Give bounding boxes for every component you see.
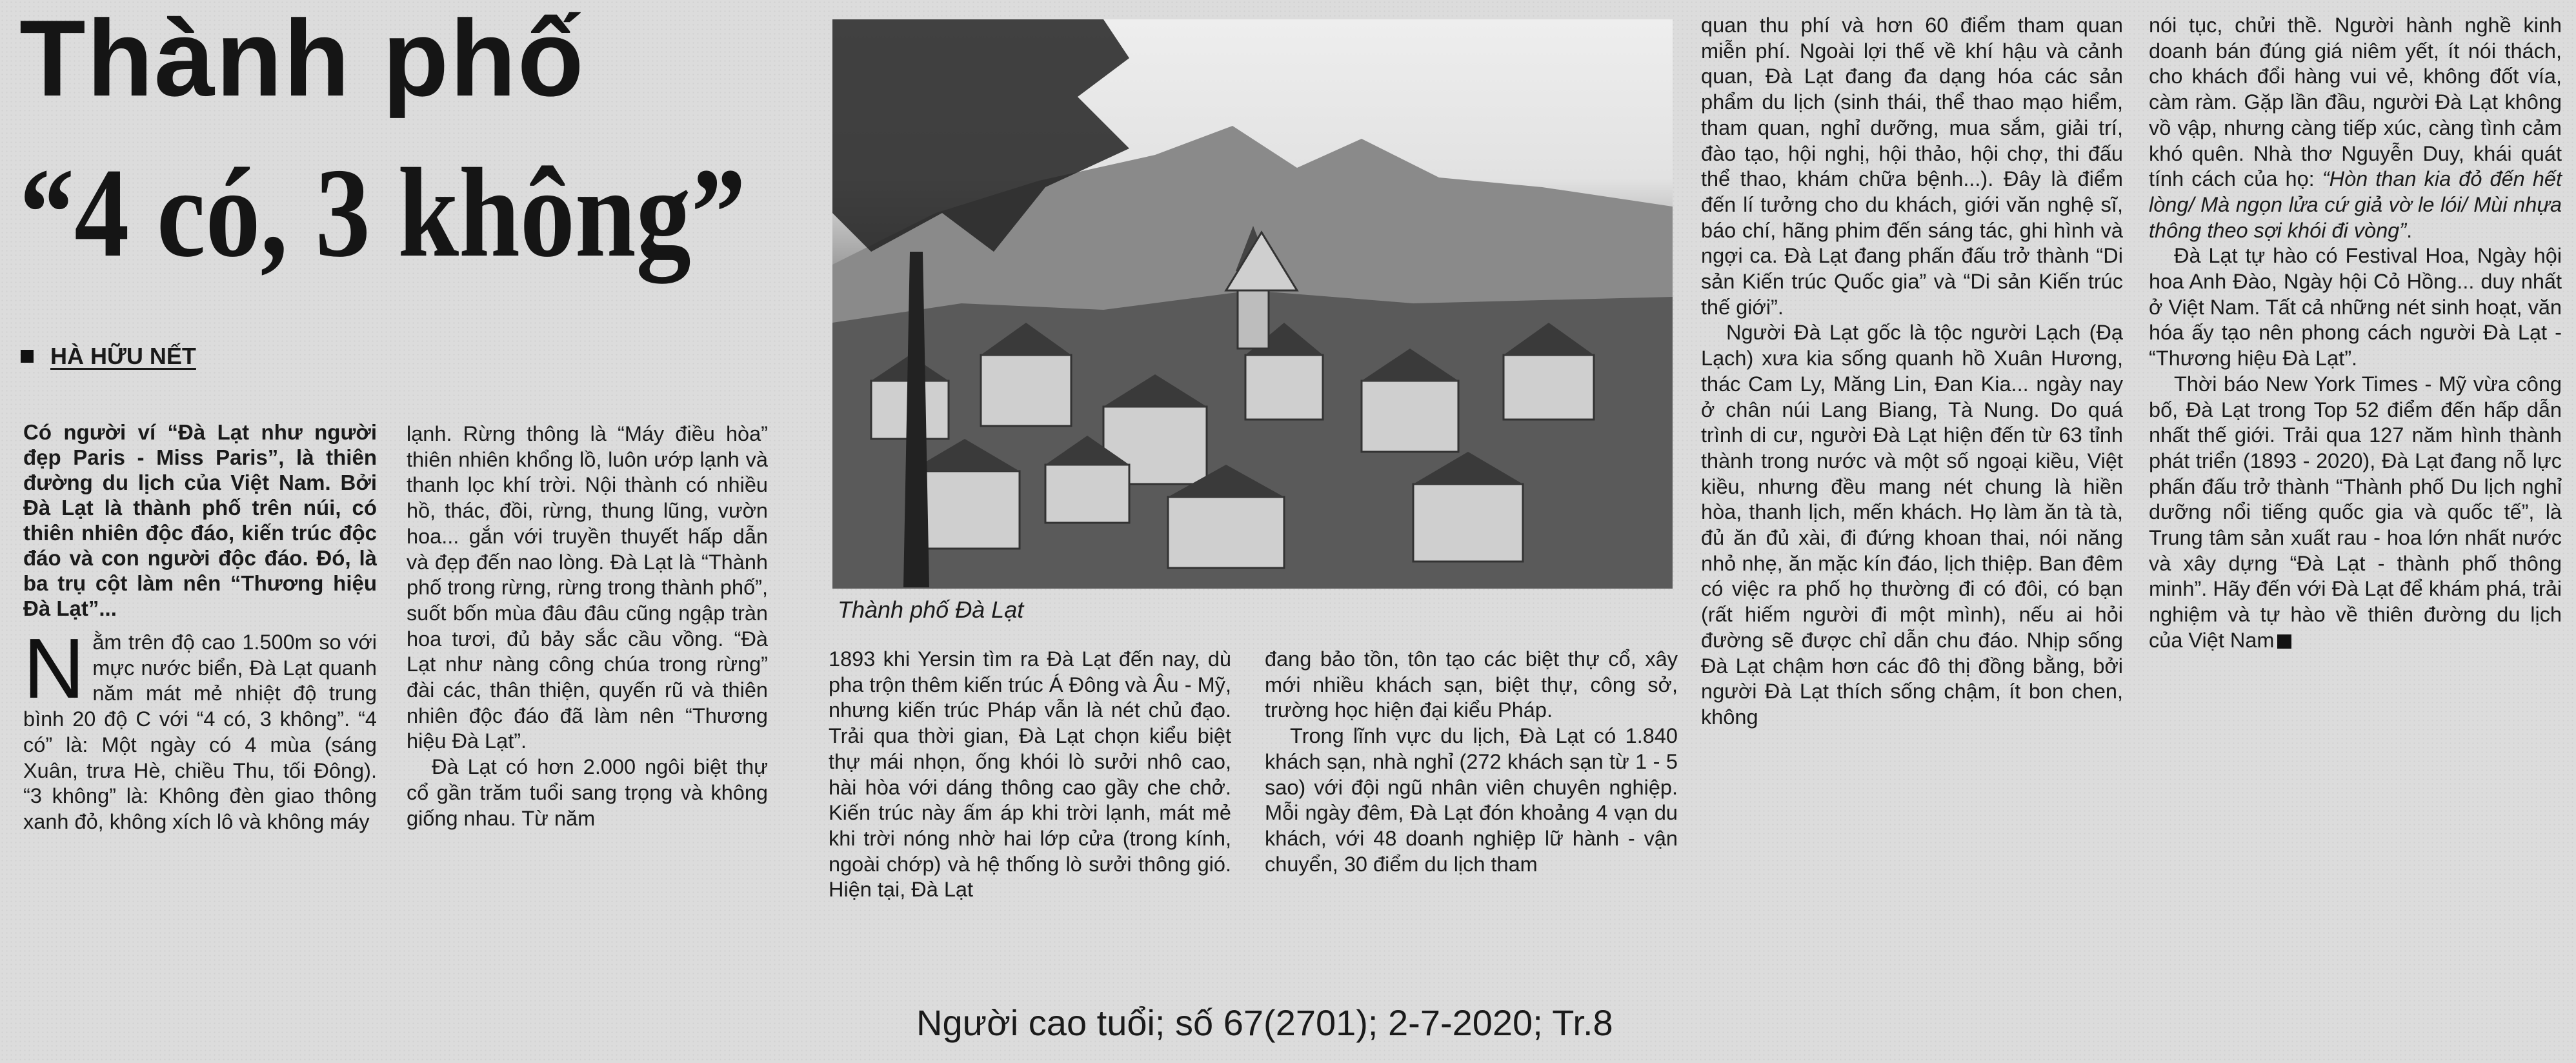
col3-paragraph: 1893 khi Yersin tìm ra Đà Lạt đến nay, dù pha trộn thêm kiến trúc Á Đông và Âu - Mỹ, nhưng kiến trúc Pháp vẫn là nét chủ đạo. Trải qua thời gian, Đà Lạt chọn kiểu biệt thự mái nhọn, ống khói lò sưởi nhô cao, hài hòa với dáng thông cao gầy che chở. Kiến trúc này ấm áp khi trời lạnh, mát mẻ khi trời nóng nhờ hai lớp cửa (trong kính, ngoài chớp) và hệ thống lò sưởi thông gió. Hiện tại, Đà Lạt — [829, 647, 1231, 902]
article-column-5 — [1701, 13, 2123, 731]
end-mark-square — [2277, 634, 2291, 649]
article-column-3 — [829, 647, 1231, 903]
article-column-2 — [407, 421, 768, 831]
source-footer: Người cao tuổi; số 67(2701); 2-7-2020; Tr.8 — [916, 1002, 1613, 1043]
byline-square-bullet — [21, 350, 34, 363]
col6-text-3: Thời báo New York Times - Mỹ vừa công bố, Đà Lạt trong Top 52 điểm đến hấp dẫn nhất thế giới. Trải qua 127 năm hình thành phát triển (1893 - 2020), Đà Lạt đang nỗ lực phấn đấu trở thành “Thành phố Du lịch nghỉ dưỡng nổi tiếng quốc gia và quốc tế”, là Trung tâm sản xuất rau - hoa lớn nhất nước và xây dựng “Đà Lạt - thành phố thông minh”. Hãy đến với Đà Lạt để khám phá, trải nghiệm và tự hào về thiên đường du lịch của Việt Nam — [2149, 372, 2562, 652]
col6-period: . — [2406, 218, 2413, 242]
city-photo-illustration — [832, 19, 1673, 589]
col5-paragraph-2: Người Đà Lạt gốc là tộc người Lạch (Đạ Lạch) xưa kia sống quanh hồ Xuân Hương, thác Cam Ly, Măng Lin, Đan Kia... ngày nay ở chân núi Lang Biang, Tà Nung. Do quá trình di cư, người Đà Lạt hiện đến từ 63 tỉnh thành trong nước và một số ngoại kiều, Việt kiều, nhưng đều mang nét chung là hiền hòa, thanh lịch, mến khách. Họ làm ăn tà tà, đủ ăn đủ xài, đi đứng khoan thai, nói năng nhỏ nhẹ, ăn mặc kín đáo, lịch thiệp. Ban đêm có việc ra phố họ thường đi có đôi, có bạn (rất hiếm người đi một mình), nếu ai hỏi đường sẽ được chỉ dẫn chu đáo. Nhịp sống Đà Lạt chậm hơn các đô thị đồng bằng, bởi người Đà Lạt thích sống chậm, ít bon chen, không — [1701, 321, 2123, 729]
drop-cap: N — [23, 621, 85, 716]
col4-paragraph-1: đang bảo tồn, tôn tạo các biệt thự cổ, xây mới nhiều khách sạn, biệt thự, công sở, trường học hiện đại kiểu Pháp. — [1265, 647, 1678, 722]
body-paragraph — [23, 621, 377, 835]
byline — [21, 339, 196, 374]
author-name: HÀ HỮU NẾT — [50, 343, 196, 369]
city-photo — [832, 19, 1673, 589]
article-column-6 — [2149, 13, 2562, 654]
col2-paragraph-1: lạnh. Rừng thông là “Máy điều hòa” thiên nhiên khổng lồ, luôn ướp lạnh và thanh lọc khí trời. Nội thành có nhiều hồ, thác, đồi, rừng, thung lũng, vườn hoa... gắn với truyền thuyết hấp dẫn và đẹp đến nao lòng. Đà Lạt là “Thành phố trong rừng, rừng trong thành phố”, suốt bốn mùa đâu đâu cũng ngập tràn hoa tươi, đủ bảy sắc cầu vồng. “Đà Lạt như nàng công chúa trong rừng” đài các, thân thiện, quyến rũ và thiên nhiên độc đáo đã làm nên “Thương hiệu Đà Lạt”. — [407, 422, 768, 753]
col6-text: nói tục, chửi thề. Người hành nghề kinh doanh bán đúng giá niêm yết, ít nói thách, cho khách đổi hàng vui vẻ, không đốt vía, càm ràm. Gặp lần đầu, người Đà Lạt không vồ vập, nhưng càng tiếp xúc, càng tình cảm khó quên. Nhà thơ Nguyễn Duy, khái quát tính cách của họ: — [2149, 14, 2562, 191]
poem-quote: “Hòn than kia đỏ đến hết lòng/ Mà ngọn lửa cứ giả vờ le lói/ Mùi nhựa thông theo sợi khói đi vòng” — [2149, 167, 2562, 242]
lead-paragraph: Có người ví “Đà Lạt như người đẹp Paris - Miss Paris”, là thiên đường du lịch của Việt Nam. Bởi Đà Lạt là thành phố trên núi, có thiên nhiên độc đáo, kiến trúc độc đáo và con người độc đáo. Đó, là ba trụ cột làm nên “Thương hiệu Đà Lạt”... — [23, 420, 377, 620]
col6-paragraph-2: Đà Lạt tự hào có Festival Hoa, Ngày hội hoa Anh Đào, Ngày hội Cỏ Hồng... duy nhất ở Việt Nam. Tất cả những nét sinh hoạt, văn hóa ấy tạo nên phong cách người Đà Lạt - “Thương hiệu Đà Lạt”. — [2149, 244, 2562, 370]
col6-paragraph-1 — [2149, 13, 2562, 243]
article-column-1 — [23, 420, 377, 835]
col5-paragraph-1: quan thu phí và hơn 60 điểm tham quan miễn phí. Ngoài lợi thế về khí hậu và cảnh quan, Đà Lạt đang đa dạng hóa các sản phẩm du lịch (sinh thái, thể thao mạo hiểm, tham quan, nghỉ dưỡng, mua sắm, giải trí, đào tạo, hội nghị, hội thảo, hội chợ, thi đấu thể thao, khám chữa bệnh...). Đây là điểm đến lí tưởng cho du khách, giới văn nghệ sĩ, báo chí, hãng phim đến sáng tác, ghi hình và ngợi ca. Đà Lạt đang phấn đấu trở thành “Di sản Kiến trúc Quốc gia” và “Di sản Kiến trúc thế giới”. — [1701, 14, 2123, 319]
photo-caption: Thành phố Đà Lạt — [838, 596, 1024, 623]
headline-line-1: Thành phố — [19, 0, 585, 119]
col4-paragraph-2: Trong lĩnh vực du lịch, Đà Lạt có 1.840 khách sạn, nhà nghỉ (272 khách sạn từ 1 - 5 sao) với đội ngũ nhân viên chuyên nghiệp. Mỗi ngày đêm, Đà Lạt đón khoảng 4 vạn du khách, với 48 doanh nghiệp lữ hành - vận chuyển, 30 điểm du lịch tham — [1265, 724, 1678, 876]
headline-line-2: “4 có, 3 không” — [19, 142, 746, 283]
article-column-4 — [1265, 647, 1678, 877]
col1-text: ằm trên độ cao 1.500m so với mực nước biển, Đà Lạt quanh năm mát mẻ nhiệt độ trung bình 20 độ C với “4 có, 3 không”. “4 có” là: Một ngày có 4 mùa (sáng Xuân, trưa Hè, chiều Thu, tối Đông). “3 không” là: Không đèn giao thông xanh đỏ, không xích lô và không máy — [23, 631, 377, 833]
col6-paragraph-3 — [2149, 372, 2562, 654]
col2-paragraph-2: Đà Lạt có hơn 2.000 ngôi biệt thự cổ gần trăm tuổi sang trọng và không giống nhau. Từ năm — [407, 755, 768, 830]
